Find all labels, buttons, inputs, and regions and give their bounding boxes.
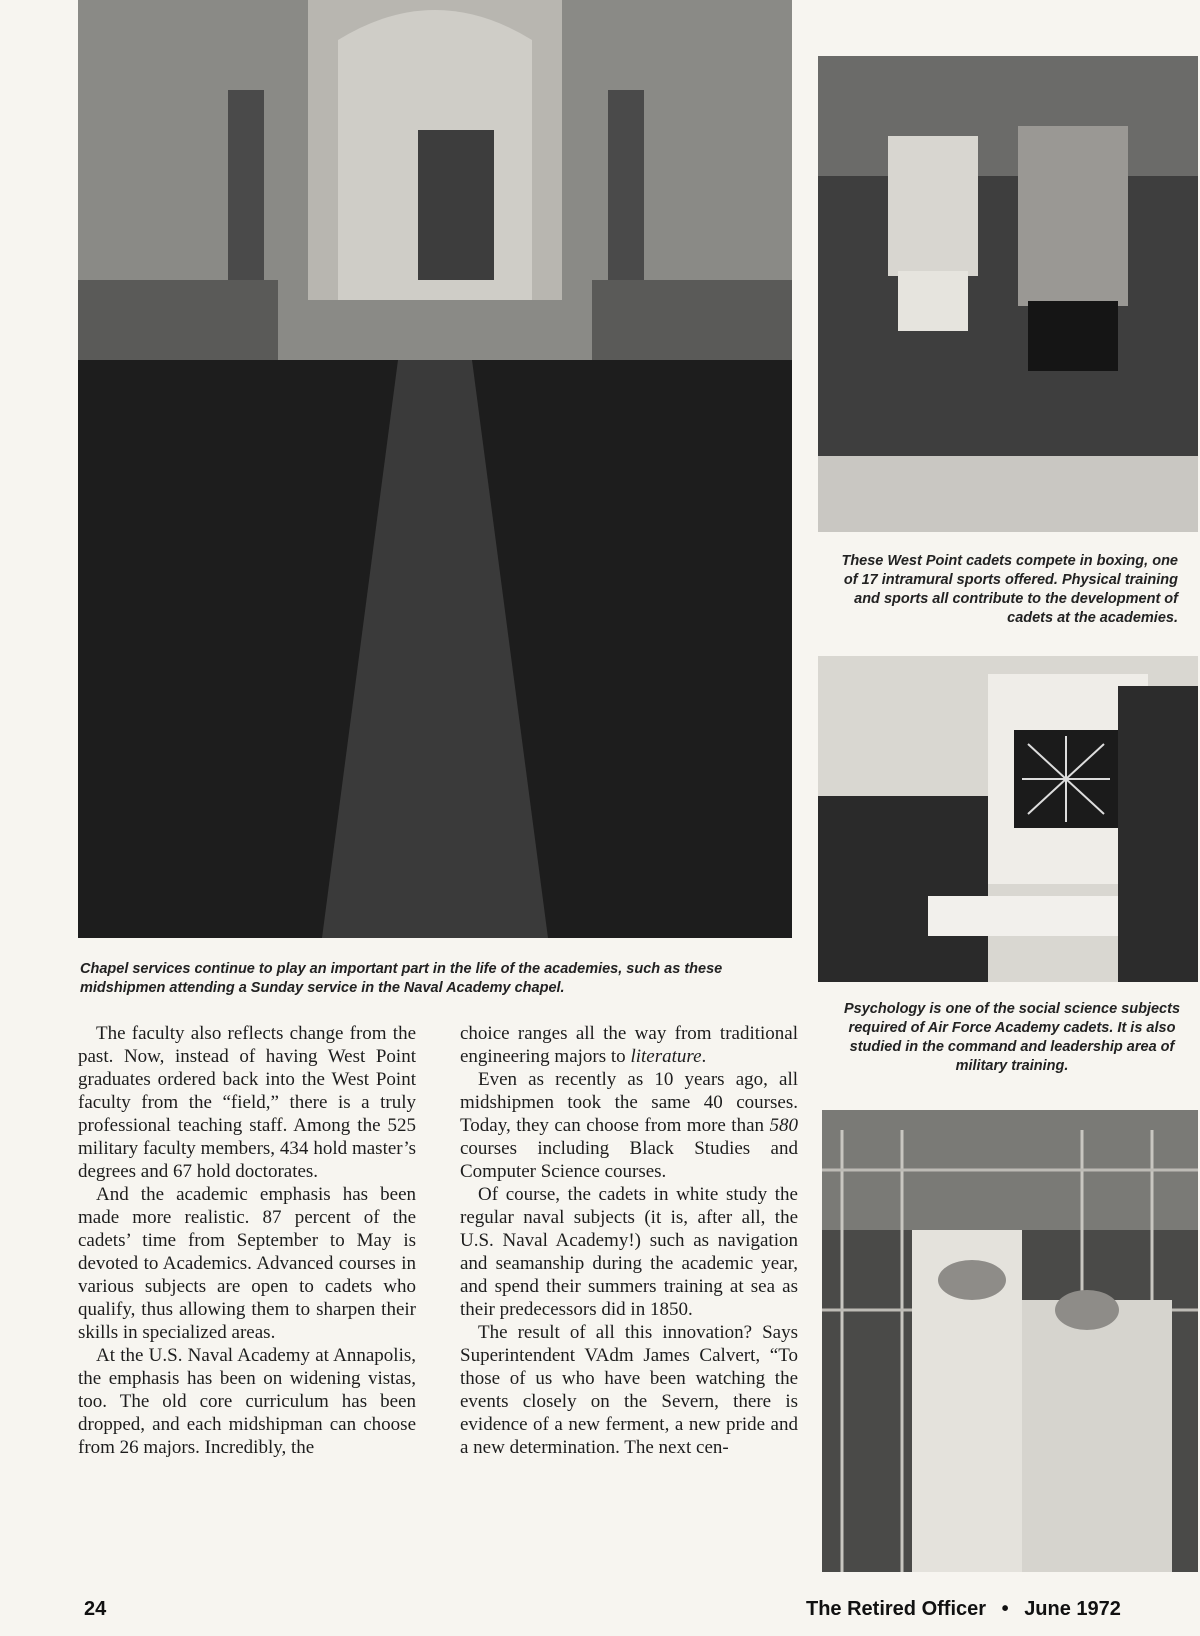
column2-p1-end: . xyxy=(701,1046,707,1067)
column2-paragraph-4: The result of all this innovation? Says Superintendent VAdm James Calvert, “To those of us who have been watching the events closely on the Severn, there is evidence of a new ferment, a new pride and a new determination. The next cen- xyxy=(460,1322,798,1458)
column2-p1-emphasis: literature xyxy=(630,1046,702,1067)
boxing-photo xyxy=(818,56,1198,532)
column2-paragraph-3: Of course, the cadets in white study the regular naval subjects (it is, after all, the U.S. Naval Academy!) such as navigation and seamanship during the academic year, and spend their summers training at sea as their predecessors did in 1850. xyxy=(460,1184,798,1320)
psychology-caption: Psychology is one of the social science subjects required of Air Force Academy cadets. It is also studied in the command and leadership area of military training. xyxy=(843,1001,1181,1074)
chapel-caption: Chapel services continue to play an important part in the life of the academies, such as these midshipmen attending a Sunday service in the Naval Academy chapel. xyxy=(80,961,723,996)
column1-paragraph-3: At the U.S. Naval Academy at Annapolis, the emphasis has been on widening vistas, too. The old core curriculum has been dropped, and each midshipman can choose from 26 majors. Incredibly, the xyxy=(78,1345,416,1458)
column2-p1-text: choice ranges all the way from traditional engineering majors to xyxy=(460,1023,798,1067)
column2-p2-end: courses including Black Studies and Computer Science courses. xyxy=(460,1138,798,1182)
column1-paragraph-2: And the academic emphasis has been made more realistic. 87 percent of the cadets’ time from September to May is devoted to Academics. Advanced courses in various subjects are open to cadets who qualify, thus allowing them to sharpen their skills in specialized areas. xyxy=(78,1184,416,1343)
publication-footer xyxy=(806,1598,1121,1621)
column2-paragraph-2 xyxy=(460,1068,798,1183)
body-column-2 xyxy=(460,1022,798,1459)
column2-paragraph-1 xyxy=(460,1022,798,1068)
lab-photo xyxy=(822,1110,1198,1572)
publication-title: The Retired Officer xyxy=(806,1598,987,1620)
chapel-photo xyxy=(78,0,792,938)
page-number: 24 xyxy=(84,1598,107,1620)
psychology-photo xyxy=(818,656,1198,982)
column2-p2-text: Even as recently as 10 years ago, all midshipmen took the same 40 courses. Today, they can choose from more than xyxy=(460,1069,798,1136)
boxing-caption: These West Point cadets compete in boxing, one of 17 intramural sports offered. Physical training and sports all contribute to the development of cadets at the academies. xyxy=(841,553,1178,626)
footer-bullet: • xyxy=(1001,1598,1009,1620)
publication-date: June 1972 xyxy=(1024,1598,1121,1620)
column2-p2-emphasis: 580 xyxy=(769,1115,798,1136)
body-column-1 xyxy=(78,1022,416,1459)
column1-paragraph-1: The faculty also reflects change from the past. Now, instead of having West Point graduates ordered back into the West Point faculty from the “field,” there is a truly professional teaching staff. Among the 525 military faculty members, 434 hold master’s degrees and 67 hold doctorates. xyxy=(78,1023,416,1182)
